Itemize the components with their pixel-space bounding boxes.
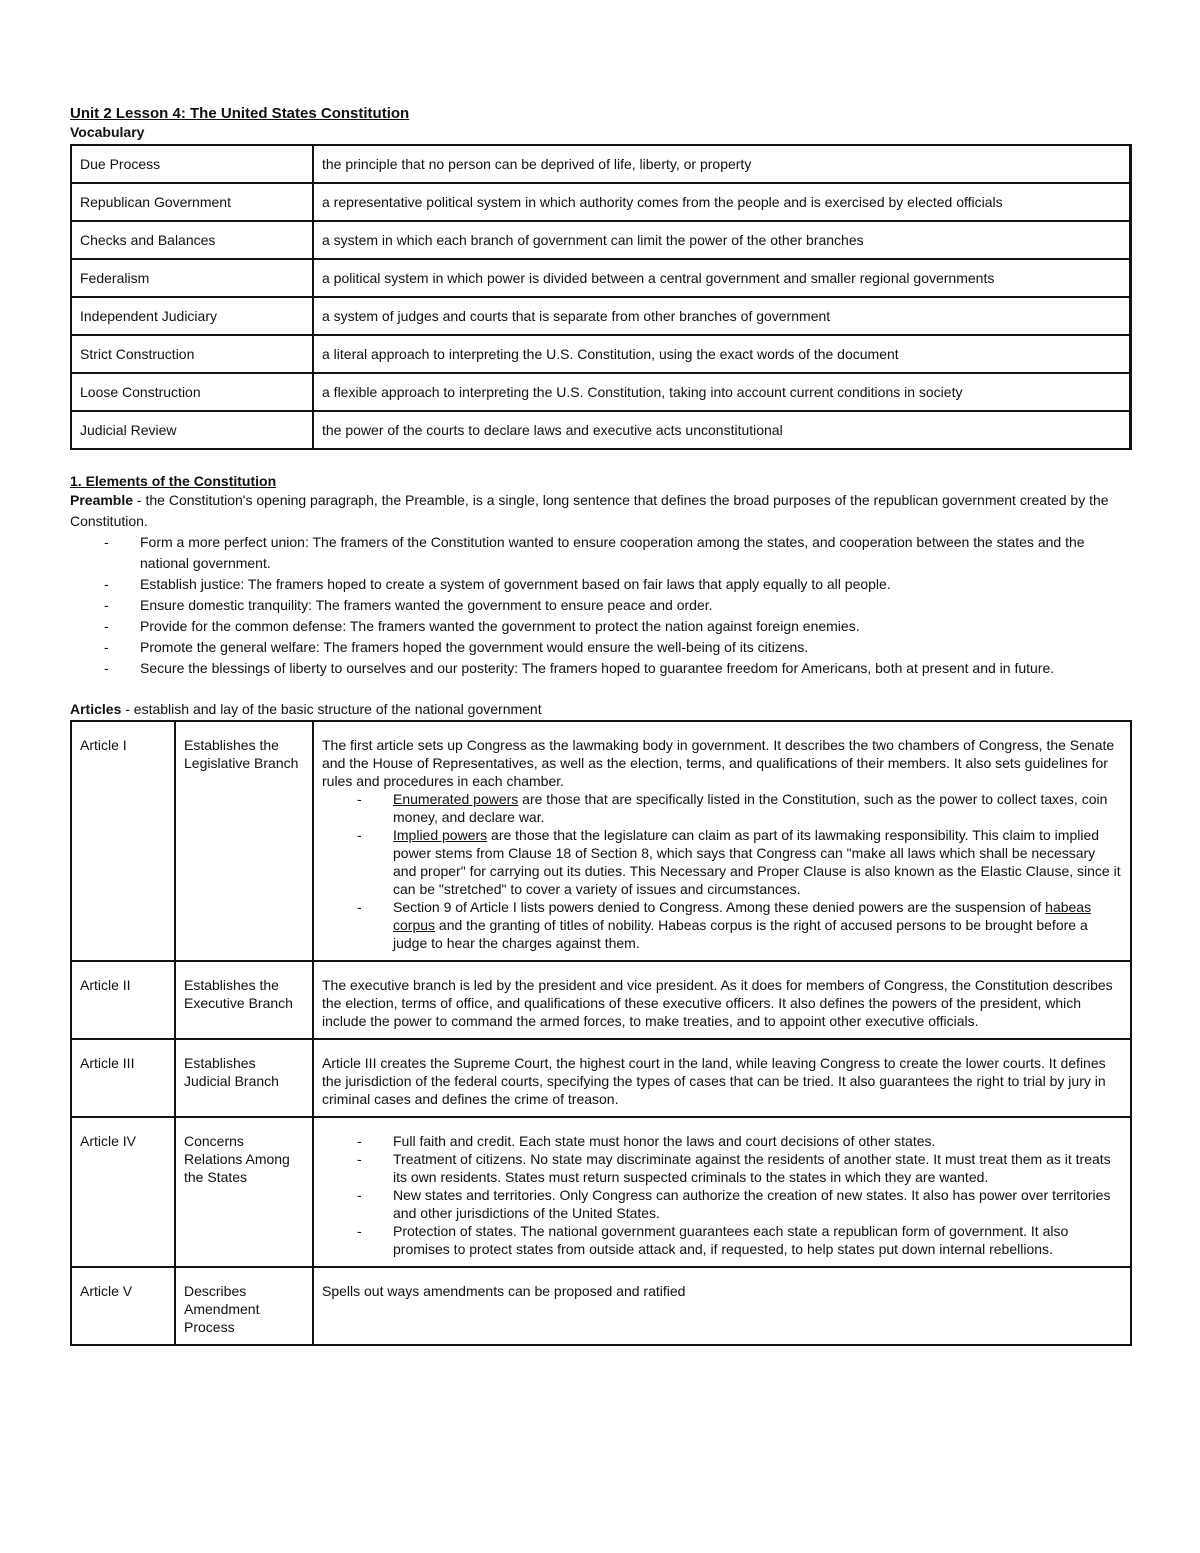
list-item: - New states and territories. Only Congress can authorize the creation of new states. It also has power over territories and other jurisdictions of the United States. [357,1187,1111,1221]
section-heading: 1. Elements of the Constitution [70,473,277,489]
dash-bullet: - [357,791,362,807]
article-name: Article III [71,1039,175,1117]
vocabulary-table [70,144,1132,450]
articles-text: - establish and lay of the basic structure of the national government [121,701,542,717]
article-description: Article III creates the Supreme Court, the highest court in the land, while leaving Congress to create the lower courts. It defines the jurisdiction of the federal courts, specifying the types of cases that can be tried. It also guarantees the right to trial by jury in criminal cases and defines the crime of treason. [313,1039,1131,1117]
underlined-term: Enumerated powers [393,791,519,807]
list-item: - Establish justice: The framers hoped to create a system of government based on fair laws that apply equally to all people. [140,574,1132,595]
vocab-definition: a political system in which power is divided between a central government and smaller regional governments [313,259,1131,297]
dash-bullet: - [357,1223,362,1239]
article-name: Article IV [71,1117,175,1267]
dash-bullet: - [357,899,362,915]
preamble-text: - the Constitution's opening paragraph, the Preamble, is a single, long sentence that defines the broad purposes of the republican government created by the Constitution. [70,492,1109,529]
vocab-definition: the principle that no person can be deprived of life, liberty, or property [313,145,1131,183]
preamble-paragraph [70,490,1132,532]
list-item: - Section 9 of Article I lists powers denied to Congress. Among these denied powers are the suspension of habeas corpus and the granting of titles of nobility. Habeas corpus is the right of accused persons to be brought before a judge to hear the charges against them. [357,899,1092,951]
articles-label: Articles [70,701,122,717]
vocab-term: Loose Construction [71,373,313,411]
article-list [322,790,1122,952]
dash-bullet: - [104,660,109,676]
table-row [71,183,1131,221]
dash-bullet: - [104,576,109,592]
document-page [70,104,1132,1346]
dash-bullet: - [104,639,109,655]
table-row [71,1267,1131,1345]
article-name: Article I [71,721,175,961]
table-row [71,1117,1131,1267]
dash-bullet: - [104,618,109,634]
list-item: - Provide for the common defense: The framers wanted the government to protect the nation against foreign enemies. [140,616,1132,637]
articles-table [70,720,1132,1346]
vocab-definition: a literal approach to interpreting the U.S. Constitution, using the exact words of the document [313,335,1131,373]
dash-bullet: - [357,1151,362,1167]
article-purpose: Concerns Relations Among the States [175,1117,313,1267]
article-intro: The first article sets up Congress as the lawmaking body in government. It describes the two chambers of Congress, the Senate and the House of Representatives, as well as the election, terms, and qualifications of their members. It also sets guidelines for rules and procedures in each chamber. [322,737,1115,789]
article-purpose: Describes Amendment Process [175,1267,313,1345]
vocab-term: Checks and Balances [71,221,313,259]
vocab-term: Independent Judiciary [71,297,313,335]
list-item: - Ensure domestic tranquility: The framers wanted the government to ensure peace and order. [140,595,1132,616]
list-item: - Enumerated powers are those that are specifically listed in the Constitution, such as the power to collect taxes, coin money, and declare war. [357,791,1108,825]
dash-bullet: - [357,1187,362,1203]
vocab-definition: a flexible approach to interpreting the U.S. Constitution, taking into account current conditions in society [313,373,1131,411]
vocab-definition: a system of judges and courts that is separate from other branches of government [313,297,1131,335]
table-row [71,721,1131,961]
article-description: The executive branch is led by the president and vice president. As it does for members of Congress, the Constitution describes the election, terms of office, and qualifications of these executive officers. It also defines the powers of the president, which include the power to command the armed forces, to make treaties, and to appoint other executive officials. [313,961,1131,1039]
article-purpose: Establishes Judicial Branch [175,1039,313,1117]
table-row [71,411,1131,449]
vocab-term: Strict Construction [71,335,313,373]
list-item: - Promote the general welfare: The framers hoped the government would ensure the well-being of its citizens. [140,637,1132,658]
article-name: Article II [71,961,175,1039]
list-item: - Secure the blessings of liberty to ourselves and our posterity: The framers hoped to guarantee freedom for Americans, both at present and in future. [140,658,1132,679]
list-item: - Form a more perfect union: The framers of the Constitution wanted to ensure cooperation among the states, and cooperation between the states and the national government. [104,534,1085,571]
page-title: Unit 2 Lesson 4: The United States Constitution [70,105,410,122]
dash-bullet: - [357,827,362,843]
table-row [71,297,1131,335]
table-row [71,373,1131,411]
table-row [71,221,1131,259]
vocab-term: Judicial Review [71,411,313,449]
vocab-term: Federalism [71,259,313,297]
table-row [71,335,1131,373]
article-description [313,721,1131,961]
dash-bullet: - [357,1133,362,1149]
table-row [71,961,1131,1039]
preamble-label: Preamble [70,492,134,508]
article-purpose: Establishes the Legislative Branch [175,721,313,961]
list-item: - Protection of states. The national government guarantees each state a republican form of government. It also promises to protect states from outside attack and, if requested, to help states put down internal rebellions. [357,1223,1069,1257]
table-row [71,1039,1131,1117]
dash-bullet: - [104,597,109,613]
vocab-term: Due Process [71,145,313,183]
article-name: Article V [71,1267,175,1345]
vocab-definition: a system in which each branch of government can limit the power of the other branches [313,221,1131,259]
underlined-term: habeas corpus [393,899,1092,933]
article-description [313,1117,1131,1267]
list-item: - Treatment of citizens. No state may discriminate against the residents of another state. It must treat them as it treats its own residents. States must return suspected criminals to the states in which they are wanted. [357,1151,1111,1185]
articles-paragraph [70,700,1132,719]
vocab-definition: the power of the courts to declare laws and executive acts unconstitutional [313,411,1131,449]
article-description: Spells out ways amendments can be proposed and ratified [313,1267,1131,1345]
preamble-list [70,532,1132,679]
list-item: - Implied powers are those that the legislature can claim as part of its lawmaking responsibility. This claim to implied power stems from Clause 18 of Section 8, which says that Congress can "make all laws which shall be necessary and proper" for carrying out its duties. This Necessary and Proper Clause is also known as the Elastic Clause, since it can be "stretched" to cover a variety of issues and circumstances. [357,827,1121,897]
list-item: - Full faith and credit. Each state must honor the laws and court decisions of other states. [357,1133,936,1149]
article-purpose: Establishes the Executive Branch [175,961,313,1039]
table-row [71,259,1131,297]
vocab-term: Republican Government [71,183,313,221]
article-list [322,1132,1122,1258]
vocab-definition: a representative political system in which authority comes from the people and is exercised by elected officials [313,183,1131,221]
vocabulary-label: Vocabulary [70,124,145,140]
dash-bullet: - [104,534,109,550]
table-row [71,145,1131,183]
underlined-term: Implied powers [393,827,488,843]
